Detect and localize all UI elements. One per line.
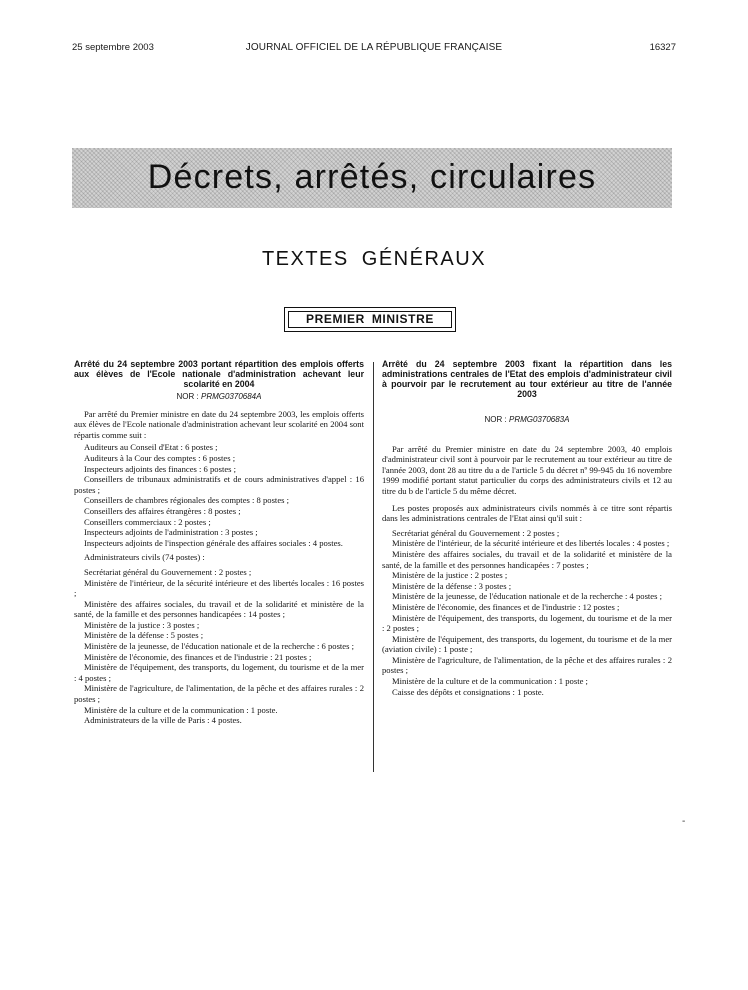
column-divider [373,362,374,772]
list-item: Ministère de l'intérieur, de la sécurité intérieure et des libertés locales : 4 postes ; [392,538,670,549]
left-article [74,359,364,726]
list-item: Ministère de la jeunesse, de l'éducation nationale et de la recherche : 6 postes ; [84,641,354,652]
nor-code: PRMG0370683A [508,415,570,424]
list-item: Conseillers des affaires étrangères : 8 postes ; [84,505,241,516]
list-item: Ministère de l'équipement, des transports, du logement, du tourisme et de la mer : 2 postes ; [382,612,672,634]
header-page-number: 16327 [649,42,676,53]
list-item: Conseillers de tribunaux administratifs et de cours administratives d'appel : 16 postes ; [74,474,364,495]
list-item: Secrétariat général du Gouvernement : 2 postes ; [84,566,252,577]
list-item: Secrétariat général du Gouvernement : 2 postes ; [392,527,560,538]
list-item: Inspecteurs adjoints de l'inspection générale des affaires sociales : 4 postes. [84,537,343,548]
list-item: Ministère de la défense : 3 postes ; [392,580,512,591]
banner-title: Décrets, arrêtés, circulaires [147,158,597,196]
list-item: Inspecteurs adjoints de l'administration : 3 postes ; [84,527,258,538]
list-item: Ministère de l'équipement, des transports, du logement, du tourisme et de la mer : 4 postes ; [74,662,364,683]
list-item: Caisse des dépôts et consignations : 1 poste. [392,686,544,697]
left-article-title: Arrêté du 24 septembre 2003 portant répartition des emplois offerts aux élèves de l'Ecole nationale d'administration achevant leur scolarité en 2004 [74,359,364,389]
list-item: Administrateurs de la ville de Paris : 4 postes. [84,715,242,726]
list-item: Ministère de l'économie, des finances et de l'industrie : 21 postes ; [84,651,312,662]
header-journal-title: JOURNAL OFFICIEL DE LA RÉPUBLIQUE FRANÇAISE [245,42,503,53]
right-article [382,359,672,697]
nor-code: PRMG0370684A [200,392,262,401]
right-article-intro-2: Les postes proposés aux administrateurs civils nommés à ce titre sont répartis dans les administrations centrales de l'Etat ainsi qu'il suit : [382,502,672,524]
left-article-intro: Par arrêté du Premier ministre en date du 24 septembre 2003, les emplois offerts aux élèves de l'Ecole nationale d'administration achevant leur scolarité en 2004 sont répartis comme suit : [74,408,364,440]
left-article-nor [74,392,364,403]
nor-label: NOR : [484,415,507,424]
list-item: Auditeurs au Conseil d'Etat : 6 postes ; [84,442,218,453]
header-date: 25 septembre 2003 [72,42,154,53]
ministry-heading-box [284,307,456,332]
list-item: Ministère de l'économie, des finances et de l'industrie : 12 postes ; [392,601,620,612]
list-item: Ministère de la culture et de la communication : 1 poste ; [392,676,588,687]
list-item: Ministère de l'agriculture, de l'alimentation, de la pêche et des affaires rurales : 2 postes ; [74,683,364,705]
list-item: Ministère de la culture et de la communication : 1 poste. [84,704,278,715]
list-item: Auditeurs à la Cour des comptes : 6 postes ; [84,452,236,463]
list-item: Administrateurs civils (74 postes) : [84,552,205,563]
list-item: Ministère des affaires sociales, du travail et de la solidarité et ministère de la santé, de la famille et des personnes handicapées : 14 postes ; [74,598,364,620]
page-header [72,42,676,56]
right-article-list [382,528,672,698]
ministry-heading: PREMIER MINISTRE [288,311,452,328]
list-item: Ministère de la défense : 5 postes ; [84,630,204,641]
scan-mark: - [682,816,686,827]
list-item: Ministère de l'agriculture, de l'alimentation, de la pêche et des affaires rurales : 2 postes ; [382,654,672,676]
list-item: Ministère de l'équipement, des transports, du logement, du tourisme et de la mer (aviation civile) : 1 poste ; [382,633,672,655]
list-item: Conseillers de chambres régionales des comptes : 8 postes ; [84,495,290,506]
left-article-list [74,442,364,725]
list-item: Ministère de la jeunesse, de l'éducation nationale et de la recherche : 4 postes ; [392,591,662,602]
list-item: Inspecteurs adjoints des finances : 6 postes ; [84,463,237,474]
section-banner [72,148,672,208]
list-item: Ministère de l'intérieur, de la sécurité intérieure et des libertés locales : 16 postes ; [74,577,364,599]
list-item: Ministère de la justice : 2 postes ; [392,570,508,581]
right-article-nor [382,415,672,426]
list-item: Ministère des affaires sociales, du travail et de la solidarité et ministère de la santé, de la famille et des personnes handicapées : 7 postes ; [382,548,672,570]
list-item: Conseillers commerciaux : 2 postes ; [84,516,211,527]
right-article-intro: Par arrêté du Premier ministre en date du 24 septembre 2003, 40 emplois d'administrateur civil sont à pourvoir par le recrutement au tour extérieur au titre de l'année 2003, dont 28 au titre du a de l'article 5 du décret nº 99-945 du 16 novembre 1999 modifié portant statut particulier du corps des administrateurs civils et 12 au titre du b de l'article 5 du même décret. [382,443,672,496]
list-item: Ministère de la justice : 3 postes ; [84,619,200,630]
right-article-title: Arrêté du 24 septembre 2003 fixant la répartition dans les administrations centrales de l'Etat des emplois d'administrateur civil à pourvoir par le recrutement au tour extérieur au titre de l'année 2003 [382,359,672,399]
nor-label: NOR : [176,392,199,401]
section-title: TEXTES GÉNÉRAUX [261,248,487,270]
